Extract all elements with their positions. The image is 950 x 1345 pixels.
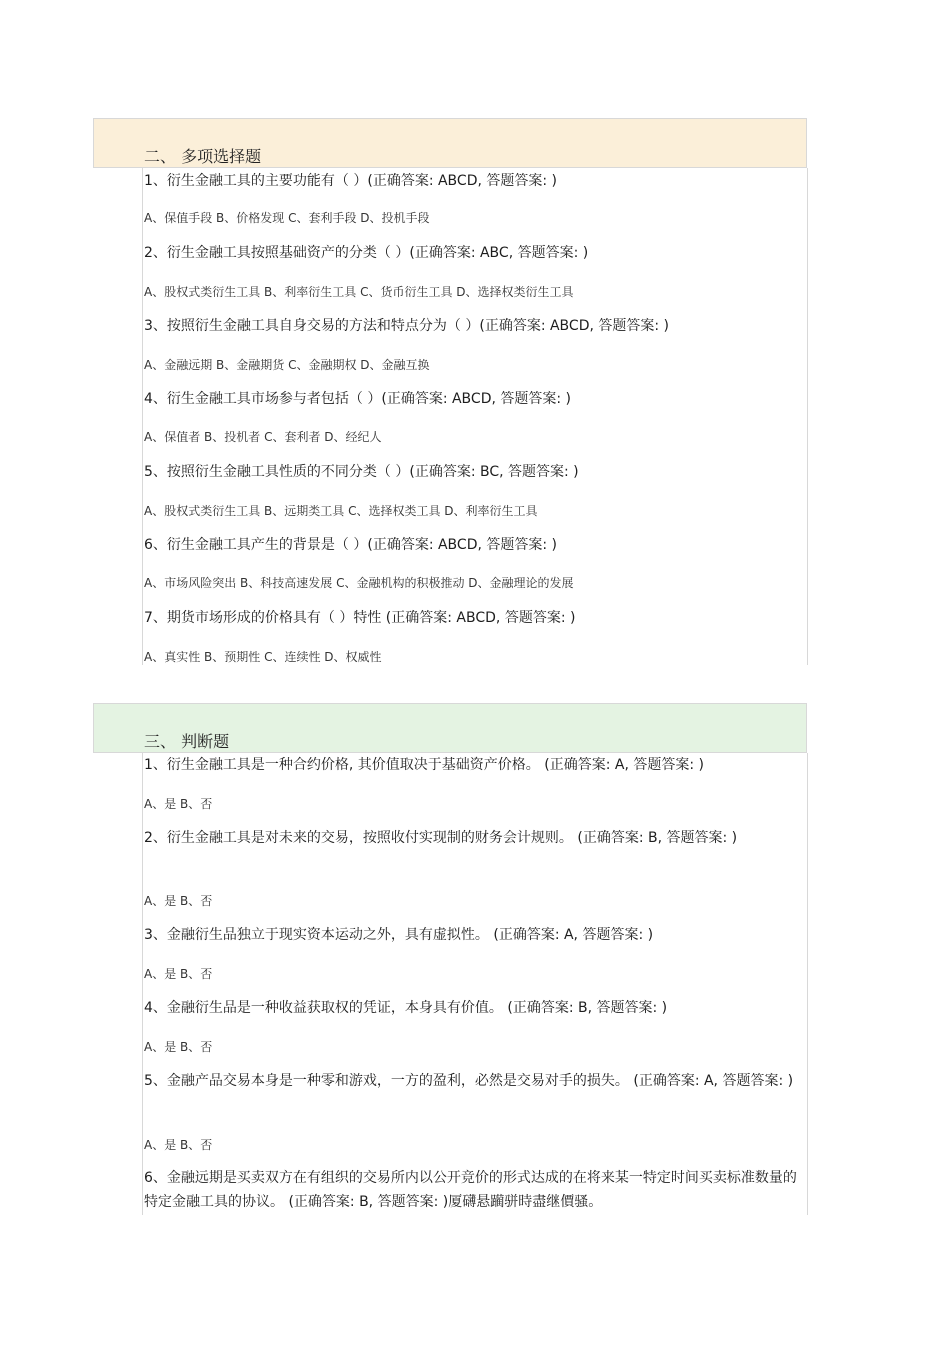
question-options: A、股权式类衍生工具 B、远期类工具 C、选择权类工具 D、利率衍生工具	[144, 504, 538, 518]
question-options: A、保值手段 B、价格发现 C、套利手段 D、投机手段	[144, 211, 430, 225]
question-options: A、是 B、否	[144, 1040, 213, 1054]
question-options: A、真实性 B、预期性 C、连续性 D、权威性	[144, 650, 382, 664]
question-options: A、金融远期 B、金融期货 C、金融期权 D、金融互换	[144, 358, 430, 372]
question-text: 6、金融远期是买卖双方在有组织的交易所内以公开竞价的形式达成的在将来某一特定时间买卖标准数量的特定金融工具的协议。 (正确答案: B, 答题答案: )厦礴悬躏骈時盡继價骚。	[144, 1170, 797, 1210]
question-text: 1、衍生金融工具是一种合约价格, 其价值取决于基础资产价格。 (正确答案: A, 答题答案: )	[144, 757, 704, 773]
question-options: A、股权式类衍生工具 B、利率衍生工具 C、货币衍生工具 D、选择权类衍生工具	[144, 285, 574, 299]
question-options: A、是 B、否	[144, 967, 213, 981]
section-title: 三、 判断题	[144, 732, 230, 751]
question-text: 6、衍生金融工具产生的背景是（ ）(正确答案: ABCD, 答题答案: )	[144, 537, 558, 553]
question-text: 3、金融衍生品独立于现实资本运动之外，具有虚拟性。 (正确答案: A, 答题答案: )	[144, 927, 654, 943]
section-title: 二、 多项选择题	[144, 147, 262, 166]
section-body-true-false	[142, 753, 808, 1215]
question-text: 4、衍生金融工具市场参与者包括（ ）(正确答案: ABCD, 答题答案: )	[144, 391, 572, 407]
question-text: 7、期货市场形成的价格具有（ ）特性 (正确答案: ABCD, 答题答案: )	[144, 610, 576, 626]
section-body-multiple-choice	[142, 168, 808, 665]
question-options: A、是 B、否	[144, 1138, 213, 1152]
question-text: 3、按照衍生金融工具自身交易的方法和特点分为（ ）(正确答案: ABCD, 答题答案: )	[144, 318, 670, 334]
question-options: A、保值者 B、投机者 C、套利者 D、经纪人	[144, 430, 382, 444]
question-text: 2、衍生金融工具按照基础资产的分类（ ）(正确答案: ABC, 答题答案: )	[144, 245, 589, 261]
question-text: 5、按照衍生金融工具性质的不同分类（ ）(正确答案: BC, 答题答案: )	[144, 464, 579, 480]
section-header-multiple-choice	[93, 118, 807, 168]
question-text: 1、衍生金融工具的主要功能有（ ）(正确答案: ABCD, 答题答案: )	[144, 173, 558, 189]
question-options: A、是 B、否	[144, 894, 213, 908]
question-text: 2、衍生金融工具是对未来的交易，按照收付实现制的财务会计规则。 (正确答案: B, 答题答案: )	[144, 830, 738, 846]
question-options: A、是 B、否	[144, 797, 213, 811]
question-options: A、市场风险突出 B、科技高速发展 C、金融机构的积极推动 D、金融理论的发展	[144, 576, 574, 590]
question-text: 5、金融产品交易本身是一种零和游戏，一方的盈利，必然是交易对手的损失。 (正确答案: A, 答题答案: )	[144, 1073, 794, 1089]
question-text: 4、金融衍生品是一种收益获取权的凭证，本身具有价值。 (正确答案: B, 答题答案: )	[144, 1000, 668, 1016]
section-header-true-false	[93, 703, 807, 753]
